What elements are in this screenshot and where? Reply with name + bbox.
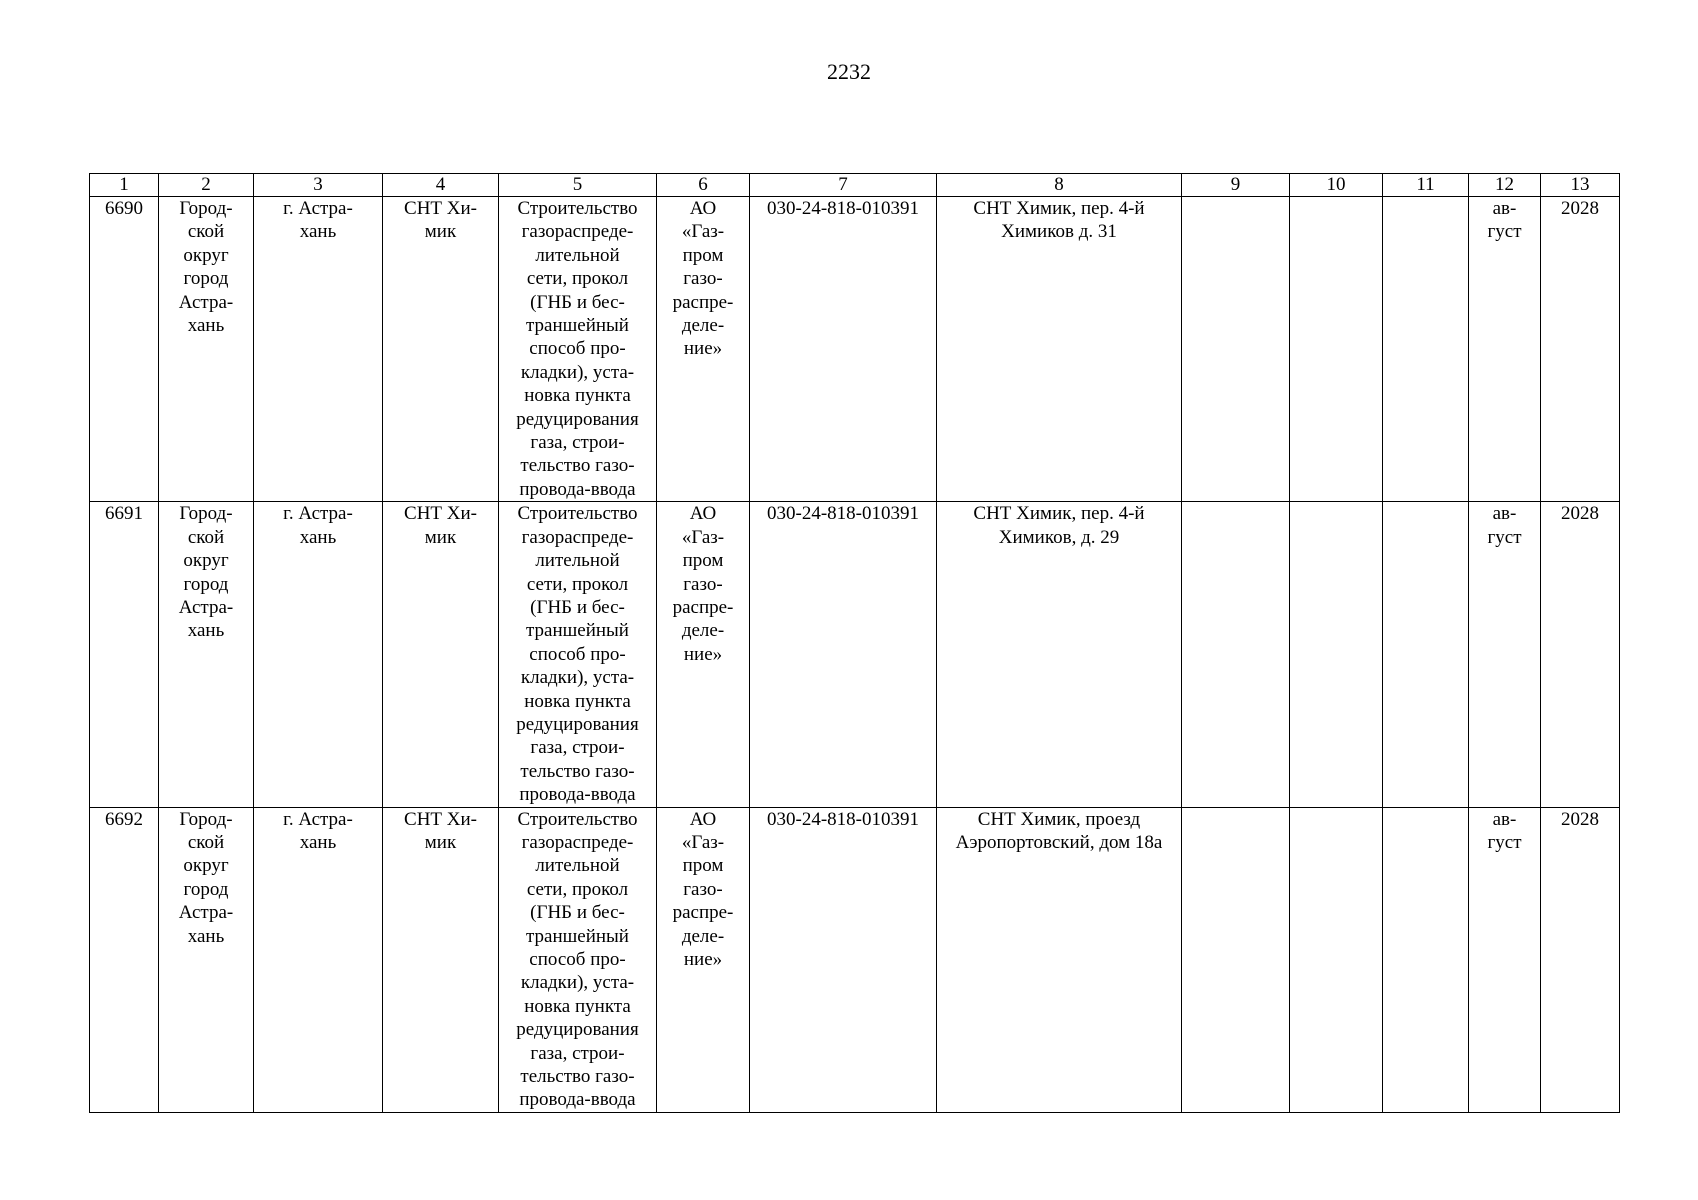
organization-cell: АО «Газ- пром газо- распре- деле- ние» [657,807,750,1112]
column-9-cell [1182,807,1290,1112]
table-row [90,502,1620,807]
code-cell: 030-24-818-010391 [750,197,937,502]
address-cell: СНТ Химик, пер. 4-й Химиков, д. 29 [937,502,1182,807]
locality-cell: г. Астра- хань [254,197,383,502]
address-cell: СНТ Химик, пер. 4-й Химиков д. 31 [937,197,1182,502]
municipality-cell: Город- ской округ город Астра- хань [159,502,254,807]
row-number-cell: 6690 [90,197,159,502]
organization-cell: АО «Газ- пром газо- распре- деле- ние» [657,197,750,502]
column-header-2: 2 [159,174,254,197]
year-cell: 2028 [1541,807,1620,1112]
column-11-cell [1383,807,1469,1112]
column-header-3: 3 [254,174,383,197]
municipality-cell: Город- ской округ город Астра- хань [159,197,254,502]
column-header-11: 11 [1383,174,1469,197]
row-number-cell: 6691 [90,502,159,807]
column-header-8: 8 [937,174,1182,197]
column-header-12: 12 [1469,174,1541,197]
registry-table [89,173,1620,1113]
header-row [90,174,1620,197]
page-number: 2232 [827,59,871,84]
object-cell: СНТ Хи- мик [383,197,499,502]
organization-cell: АО «Газ- пром газо- распре- деле- ние» [657,502,750,807]
code-cell: 030-24-818-010391 [750,502,937,807]
work-description-cell: Строительство газораспреде- лительной сети, прокол (ГНБ и бес- траншейный способ про- кладки), уста- новка пункта редуцирования газа, строи- тельство газо- провода-ввода [499,807,657,1112]
month-cell: ав- густ [1469,807,1541,1112]
column-10-cell [1290,502,1383,807]
table-row [90,807,1620,1112]
column-header-7: 7 [750,174,937,197]
work-description-cell: Строительство газораспреде- лительной сети, прокол (ГНБ и бес- траншейный способ про- кладки), уста- новка пункта редуцирования газа, строи- тельство газо- провода-ввода [499,502,657,807]
row-number-cell: 6692 [90,807,159,1112]
table-row [90,197,1620,502]
column-header-10: 10 [1290,174,1383,197]
address-cell: СНТ Химик, проезд Аэропортовский, дом 18а [937,807,1182,1112]
column-9-cell [1182,502,1290,807]
year-cell: 2028 [1541,197,1620,502]
column-header-13: 13 [1541,174,1620,197]
column-header-4: 4 [383,174,499,197]
column-11-cell [1383,197,1469,502]
work-description-cell: Строительство газораспреде- лительной сети, прокол (ГНБ и бес- траншейный способ про- кладки), уста- новка пункта редуцирования газа, строи- тельство газо- провода-ввода [499,197,657,502]
column-header-1: 1 [90,174,159,197]
column-header-6: 6 [657,174,750,197]
municipality-cell: Город- ской округ город Астра- хань [159,807,254,1112]
code-cell: 030-24-818-010391 [750,807,937,1112]
year-cell: 2028 [1541,502,1620,807]
locality-cell: г. Астра- хань [254,807,383,1112]
column-10-cell [1290,807,1383,1112]
object-cell: СНТ Хи- мик [383,502,499,807]
month-cell: ав- густ [1469,502,1541,807]
column-9-cell [1182,197,1290,502]
column-header-5: 5 [499,174,657,197]
locality-cell: г. Астра- хань [254,502,383,807]
column-10-cell [1290,197,1383,502]
object-cell: СНТ Хи- мик [383,807,499,1112]
month-cell: ав- густ [1469,197,1541,502]
column-11-cell [1383,502,1469,807]
column-header-9: 9 [1182,174,1290,197]
